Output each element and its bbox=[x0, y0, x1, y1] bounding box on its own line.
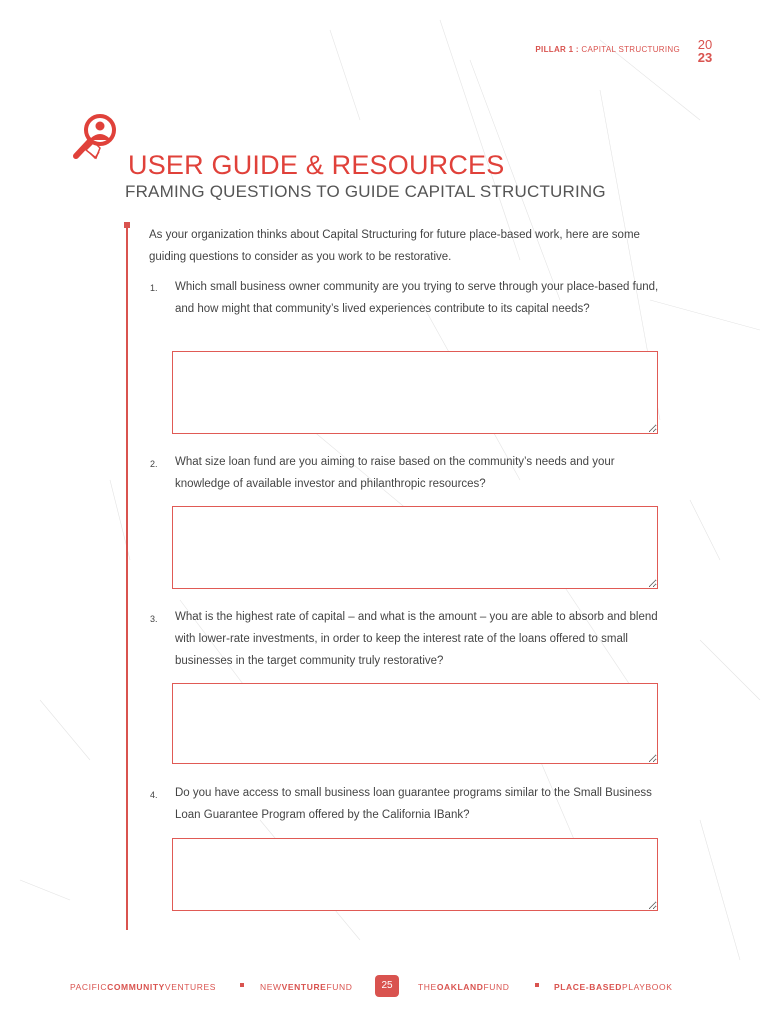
question-number-4: 4. bbox=[150, 790, 158, 800]
footer-nvf-a: NEW bbox=[260, 982, 282, 992]
footer-pcv-c: VENTURES bbox=[164, 982, 217, 992]
header-year bbox=[688, 38, 722, 64]
footer-playbook-logo bbox=[554, 982, 672, 992]
question-number-2: 2. bbox=[150, 459, 158, 469]
answer-box-1[interactable] bbox=[172, 351, 658, 434]
answer-box-3[interactable] bbox=[172, 683, 658, 764]
page-number: 25 bbox=[375, 975, 399, 997]
footer-toff-b: OAKLAND bbox=[436, 982, 484, 992]
answer-box-2[interactable] bbox=[172, 506, 658, 589]
footer-pcv-b: COMMUNITY bbox=[107, 982, 165, 992]
answer-box-4[interactable] bbox=[172, 838, 658, 911]
footer-pbp-b: PLAYBOOK bbox=[622, 982, 673, 992]
footer-toff-a: THE bbox=[418, 982, 437, 992]
question-number-1: 1. bbox=[150, 283, 158, 293]
footer-nvf-c: FUND bbox=[326, 982, 353, 992]
footer-pbp-a: PLACE-BASED bbox=[554, 982, 622, 992]
pillar-name: CAPITAL STRUCTURING bbox=[581, 45, 680, 54]
footer-separator-dot bbox=[535, 983, 539, 987]
page-title: USER GUIDE & RESOURCES bbox=[128, 150, 505, 180]
pillar-number: PILLAR 1 : bbox=[535, 45, 579, 54]
footer-pcv-a: PACIFIC bbox=[70, 982, 108, 992]
question-text-3: What is the highest rate of capital – and what is the amount – you are able to absorb and blend with lower-rate investments, in order to keep the interest rate of the loans offered to small businesses in the target community truly restorative? bbox=[175, 611, 658, 667]
year-bottom: 23 bbox=[697, 50, 713, 65]
footer-nvf-logo bbox=[260, 982, 352, 992]
year-top: 20 bbox=[697, 37, 713, 52]
question-text-1: Which small business owner community are you trying to serve through your place-based fund, and how might that community’s lived experiences contribute to its capital needs? bbox=[175, 281, 659, 315]
footer-pcv-logo bbox=[70, 982, 216, 992]
left-rule bbox=[126, 225, 128, 930]
footer-toff-logo bbox=[418, 982, 510, 992]
page-subtitle: FRAMING QUESTIONS TO GUIDE CAPITAL STRUCTURING bbox=[125, 182, 606, 201]
footer-separator-dot bbox=[240, 983, 244, 987]
footer-nvf-b: VENTURE bbox=[281, 982, 327, 992]
question-text-2: What size loan fund are you aiming to raise based on the community’s needs and your knowledge of available investor and philanthropic resources? bbox=[175, 456, 615, 490]
magnifier-person-icon bbox=[70, 112, 120, 168]
intro-paragraph: As your organization thinks about Capital Structuring for future place-based work, here are some guiding questions to consider as you work to be restorative. bbox=[149, 229, 640, 263]
question-number-3: 3. bbox=[150, 614, 158, 624]
footer-toff-c: FUND bbox=[483, 982, 510, 992]
question-text-4: Do you have access to small business loan guarantee programs similar to the Small Business Loan Guarantee Program offered by the California IBank? bbox=[175, 787, 652, 821]
header-pillar-label bbox=[480, 45, 680, 54]
